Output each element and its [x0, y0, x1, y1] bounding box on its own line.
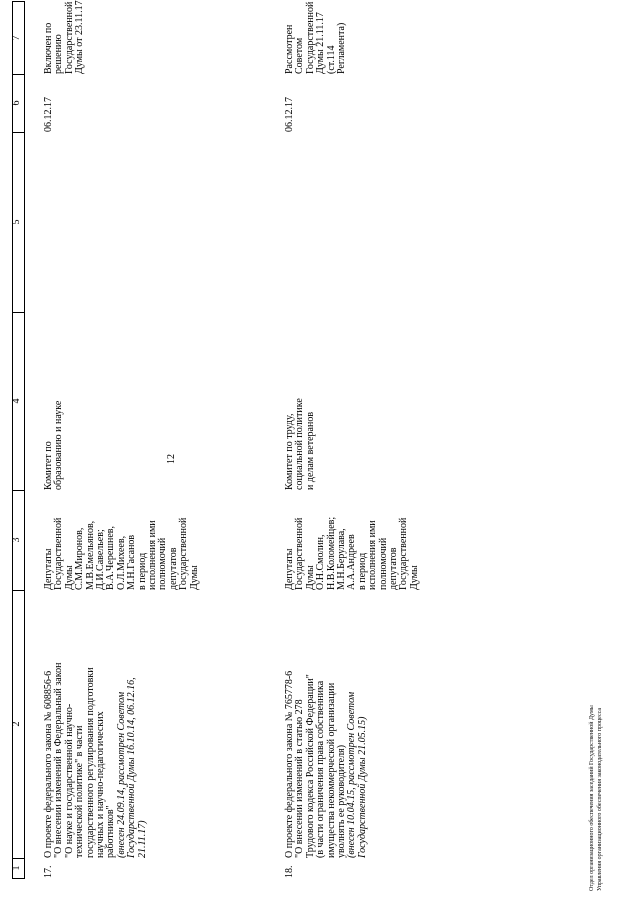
bill-text-line: уволнять ее руководителя): [336, 744, 348, 858]
row-number: 17.: [43, 865, 54, 878]
bill-text-line: имущества некоммерческой организации: [325, 682, 337, 858]
bill-text-line: научных и научно-педагогических: [95, 711, 107, 858]
header-col-3: 3: [12, 490, 25, 591]
header-col-6: 6: [12, 74, 25, 133]
committee: Комитет по труду, социальной политике и делам ветеранов: [284, 398, 316, 490]
header-col-1: 1: [12, 858, 25, 879]
bill-title: О проекте федерального закона № 608856-6: [43, 670, 54, 858]
bill-title: О проекте федерального закона № 765778-6: [284, 670, 295, 858]
bill-text-line: "О науке и государственной научно-: [63, 703, 75, 858]
date: 06.12.17: [284, 97, 295, 132]
bill-note-line: Государственной Думы 21.05.15): [356, 716, 368, 858]
bill-description: [44, 592, 148, 858]
bill-note-line: 21.11.17): [136, 820, 148, 858]
footer: Отдел организационного обеспечения заседаний Государственной Думы Управления организационного обеспечения законодательного процесса: [589, 705, 603, 891]
header-col-5: 5: [12, 132, 25, 313]
header-col-7: 7: [12, 1, 25, 75]
bill-note-line: Государственной Думы 16.10.14, 06.12.16,: [126, 677, 138, 858]
status: Рассмотрен Советом Государственной Думы 21.11.17 (ст.114 Регламента): [284, 1, 348, 74]
bill-description: [285, 592, 368, 858]
bill-authors: Депутаты Государственной Думы О.Н.Смолин, Н.В.Коломейцев; М.Н.Берулава, А.А.Андреев в период исполнения ими полномочий депутатов Государственной Думы: [284, 516, 420, 590]
bill-text-line: (в части ограничения права собственника: [315, 680, 327, 858]
date: 06.12.17: [43, 97, 54, 132]
bill-text-line: "О внесении изменений в статью 278: [294, 699, 306, 858]
header-col-4: 4: [12, 312, 25, 491]
bill-authors: Депутаты Государственной Думы С.М.Миронов, М.В.Емельянов, Д.И.Савельев; В.А.Черешнев, О.Л.Михеев, М.Н.Гасанов в период исполнения ими полномочий депутатов Государственной Думы: [43, 517, 200, 590]
bill-text-line: Трудового кодекса Российской Федерации": [304, 674, 316, 858]
bill-text-line: государственного регулирования подготовки: [84, 667, 96, 858]
row-number: 18.: [284, 865, 295, 878]
bill-text-line: "О внесении изменений в Федеральный закон: [53, 662, 65, 858]
header-col-2: 2: [12, 590, 25, 859]
bill-note-line: (внесен 10.04.15, рассмотрен Советом: [346, 691, 358, 858]
committee: Комитет по образованию и науке: [43, 400, 65, 490]
status: Включен по решению Государственной Думы от 23.11.17: [43, 0, 86, 74]
bill-text-line: работников": [105, 805, 117, 858]
bill-note-line: (внесен 24.09.14, рассмотрен Советом: [115, 691, 127, 858]
page-number: 12: [166, 454, 177, 464]
bill-text-line: технической политике" в части: [74, 725, 86, 858]
